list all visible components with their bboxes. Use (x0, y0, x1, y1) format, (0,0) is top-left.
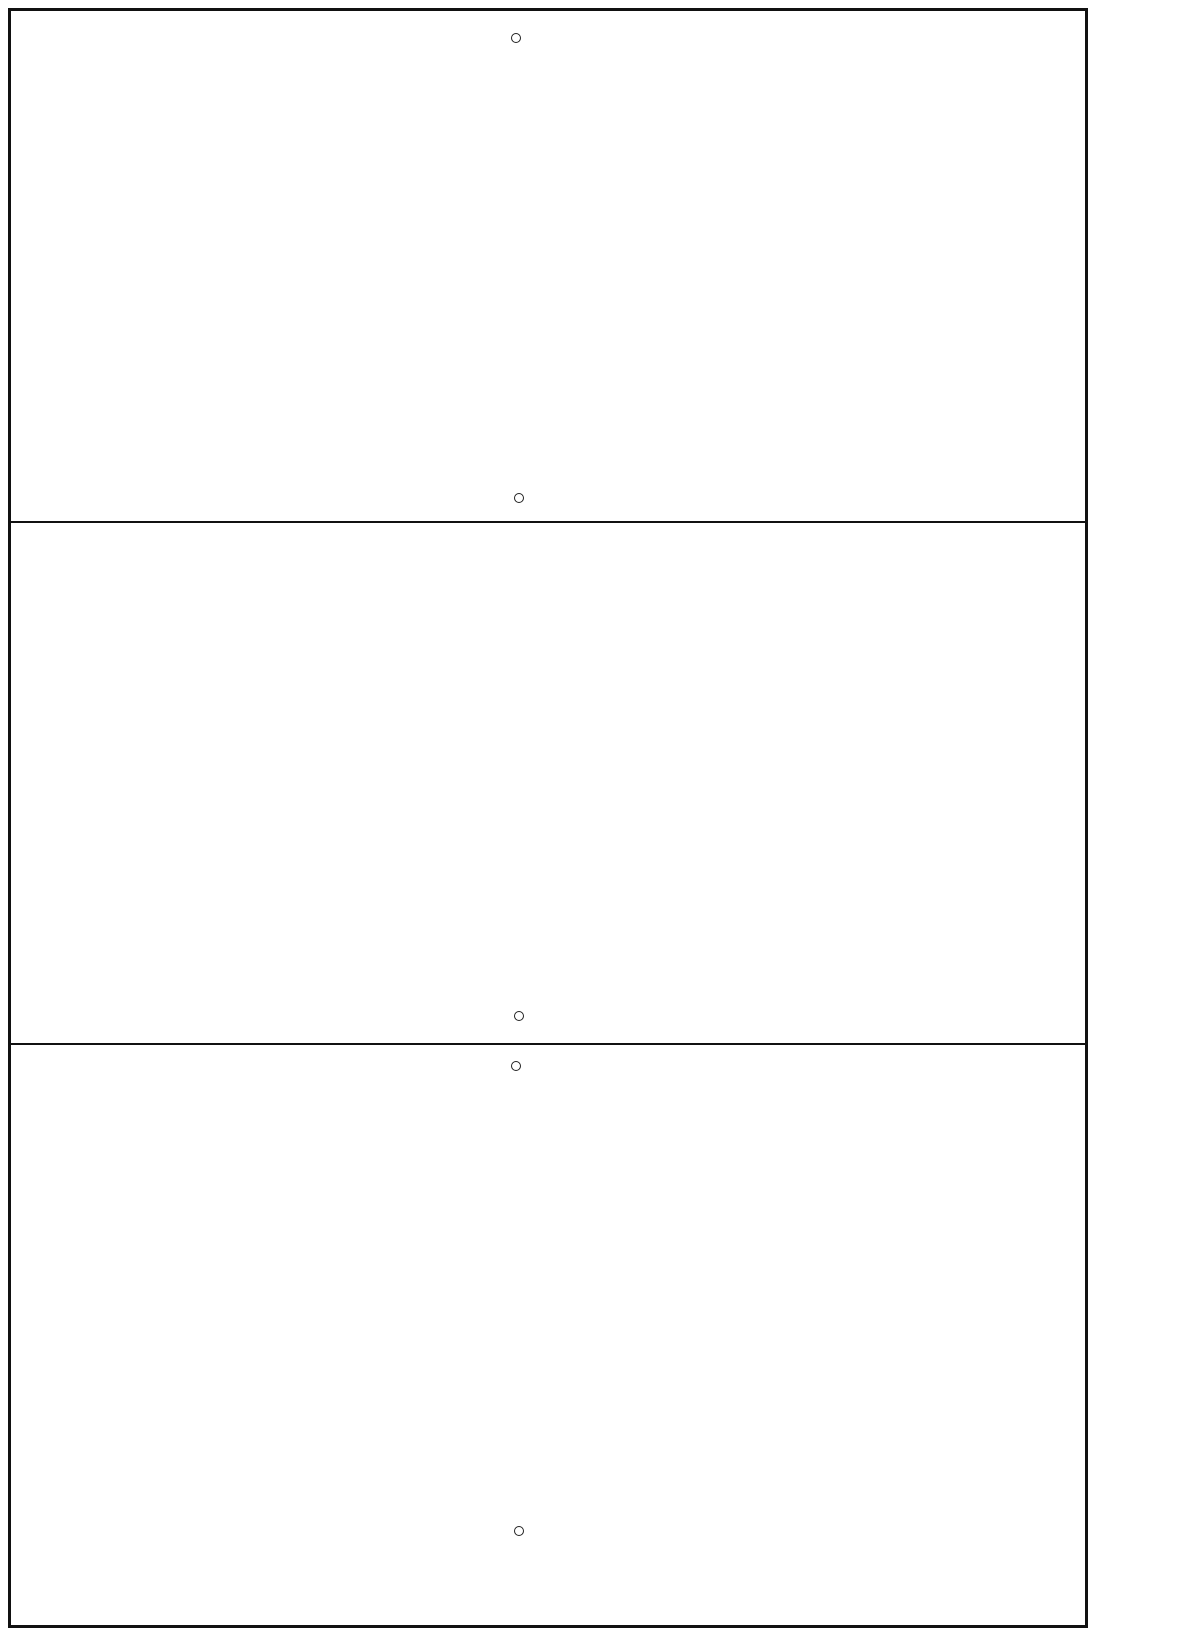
circle-mark (514, 1011, 524, 1021)
divider-bottom (11, 1043, 1085, 1045)
circle-mark (511, 1061, 521, 1071)
divider-top (11, 521, 1085, 523)
circle-mark (514, 1526, 524, 1536)
circle-mark (514, 493, 524, 503)
page-frame (8, 8, 1088, 1628)
circle-mark (511, 33, 521, 43)
